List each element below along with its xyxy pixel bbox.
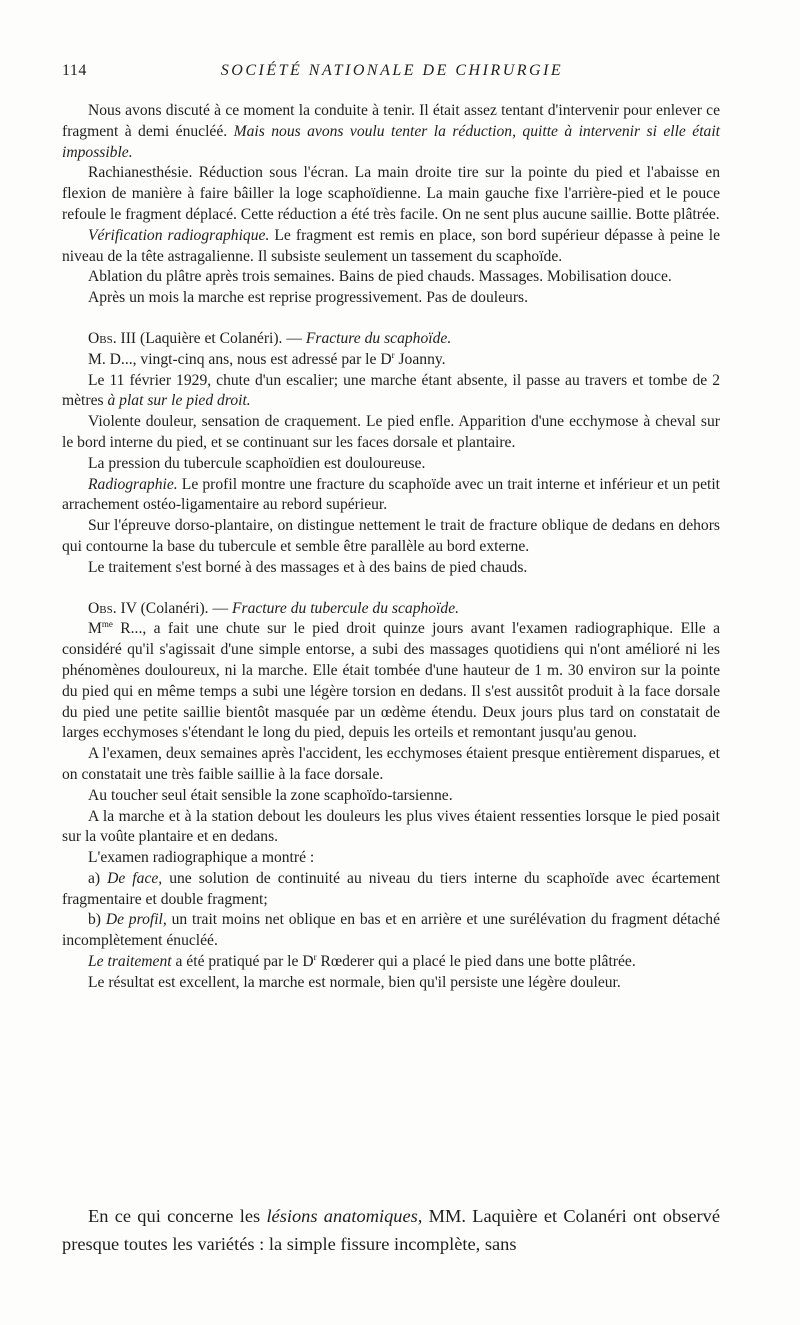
- superscript: r: [391, 349, 395, 360]
- italic-text: Le traitement: [88, 953, 172, 971]
- paragraph: Rachianesthésie. Réduction sous l'écran. La main droite tire sur la pointe du pied et l'abaisse en flexion de manière à faire bâiller la loge scaphoïdienne. La main gauche fixe l'arrière-pied et le pouce refoule le fragment déplacé. Cette réduction a été très facile. On ne sent plus aucune saillie. Botte plâtrée.: [62, 164, 720, 223]
- italic-text: Mais nous avons voulu tenter la réduction, quitte à intervenir si elle était impossible.: [62, 122, 720, 161]
- text-span: III (Laquière et Colanéri). —: [116, 329, 306, 347]
- text-span: R..., a fait une chute sur le pied droit quinze jours avant l'examen radiographique. Elle a considéré qu'il s'agissait d'une simple entorse, a subi des massages quotidiens qui n'ont amélioré ni les phénomènes douloureux, ni la marche. Elle était tombée d'une hauteur de 1 m. 30 environ sur la pointe du pied qui en même temps a subi une légère torsion en dedans. Il s'est aussitôt produit à la face dorsale du pied une petite saillie bientôt masquée par un œdème étendu. Deux jours plus tard on constatait de larges ecchymoses s'étendant le long du pied, depuis les orteils et remontant jusqu'au genou.: [62, 620, 720, 742]
- superscript: r: [313, 952, 317, 963]
- text-span: M. D..., vingt-cinq ans, nous est adressé par le D: [88, 350, 392, 368]
- paragraph: [62, 350, 720, 371]
- italic-text: Vérification radiographique.: [88, 226, 270, 244]
- paragraph: L'examen radiographique a montré :: [88, 849, 315, 867]
- paragraph: [62, 952, 720, 973]
- obs-label: Obs.: [88, 329, 117, 347]
- section-gap: [62, 309, 720, 329]
- superscript: me: [101, 619, 113, 630]
- text-span: une solution de continuité au niveau du tiers interne du scaphoïde avec écartement fragmentaire et double fragment;: [62, 869, 720, 908]
- paragraph: Le traitement s'est borné à des massages et à des bains de pied chauds.: [88, 558, 528, 576]
- paragraph: [62, 475, 720, 517]
- text-span: a): [88, 869, 108, 887]
- text-span: IV (Colanéri). —: [116, 599, 232, 617]
- italic-text: Fracture du tubercule du scaphoïde.: [231, 599, 460, 617]
- main-text: [62, 101, 720, 994]
- paragraph: Violente douleur, sensation de craquement. Le pied enfle. Apparition d'une ecchymose à cheval sur le bord interne du pied, et se continuant sur les faces dorsale et plantaire.: [62, 413, 720, 451]
- observation-heading: [62, 599, 720, 620]
- paragraph: A la marche et à la station debout les douleurs les plus vives étaient ressenties lorsque le pied posait sur la voûte plantaire et en dedans.: [62, 807, 720, 846]
- paragraph: Le résultat est excellent, la marche est normale, bien qu'il persiste une légère douleur.: [88, 973, 621, 991]
- paragraph: [62, 1203, 720, 1258]
- italic-text: De face,: [107, 869, 163, 887]
- obs-label: Obs.: [88, 599, 117, 617]
- text-span: M: [88, 620, 102, 638]
- italic-text: lésions anatomiques,: [266, 1206, 423, 1226]
- paragraph: [62, 226, 720, 268]
- observation-heading: [62, 329, 720, 350]
- text-span: Le fragment est remis en place, son bord supérieur dépasse à peine le niveau de la tête astragalienne. Il subsiste seulement un tassement du scaphoïde.: [62, 226, 720, 265]
- text-span: Le 11 février 1929, chute d'un escalier; une marche étant absente, il passe au travers et tombe de 2 mètres: [62, 371, 720, 410]
- text-span: Joanny.: [394, 350, 446, 368]
- paragraph: [62, 619, 720, 744]
- closing-text: [62, 1203, 720, 1258]
- section-gap: [62, 579, 720, 599]
- italic-text: Radiographie.: [88, 475, 178, 493]
- text-span: b): [88, 911, 106, 929]
- paragraph: Sur l'épreuve dorso-plantaire, on distingue nettement le trait de fracture oblique de dedans en dehors qui contourne la base du tubercule et semble être parallèle au bord externe.: [62, 517, 720, 555]
- text-span: Rœderer qui a placé le pied dans une botte plâtrée.: [316, 953, 636, 971]
- paragraph: [62, 371, 720, 413]
- paragraph: Au toucher seul était sensible la zone scaphoïdo-tarsienne.: [88, 786, 453, 804]
- paragraph: [62, 910, 720, 952]
- text-span: En ce qui concerne les: [88, 1206, 267, 1226]
- paragraph: Après un mois la marche est reprise progressivement. Pas de douleurs.: [88, 289, 528, 307]
- italic-text: De profil,: [105, 911, 167, 929]
- page-header: [62, 62, 722, 84]
- italic-text: Fracture du scaphoïde.: [305, 329, 452, 347]
- text-span: a été pratiqué par le D: [171, 953, 314, 971]
- text-span: Nous avons discuté à ce moment la conduite à tenir. Il était assez tentant d'intervenir pour enlever ce fragment à demi énucléé.: [62, 102, 720, 140]
- paragraph: A l'examen, deux semaines après l'accident, les ecchymoses étaient presque entièrement disparues, et on constatait une très faible saillie à la face dorsale.: [62, 745, 720, 783]
- italic-text: à plat sur le pied droit.: [107, 392, 251, 410]
- text-span: MM. Laquière et Colanéri ont observé presque toutes les variétés : la simple fissure incomplète, sans: [62, 1206, 720, 1254]
- paragraph: La pression du tubercule scaphoïdien est douloureuse.: [88, 454, 426, 472]
- running-title: SOCIÉTÉ NATIONALE DE CHIRURGIE: [220, 62, 564, 79]
- paragraph: [62, 101, 720, 163]
- paragraph: Ablation du plâtre après trois semaines. Bains de pied chauds. Massages. Mobilisation douce.: [88, 268, 672, 286]
- page-number: 114: [62, 62, 87, 79]
- text-span: Le profil montre une fracture du scaphoïde avec un trait interne et inférieur et un petit arrachement ostéo-ligamentaire au rebord supérieur.: [62, 475, 720, 514]
- paragraph: [62, 869, 720, 911]
- text-span: un trait moins net oblique en bas et en arrière et une surélévation du fragment détaché incomplètement énucléé.: [62, 911, 721, 950]
